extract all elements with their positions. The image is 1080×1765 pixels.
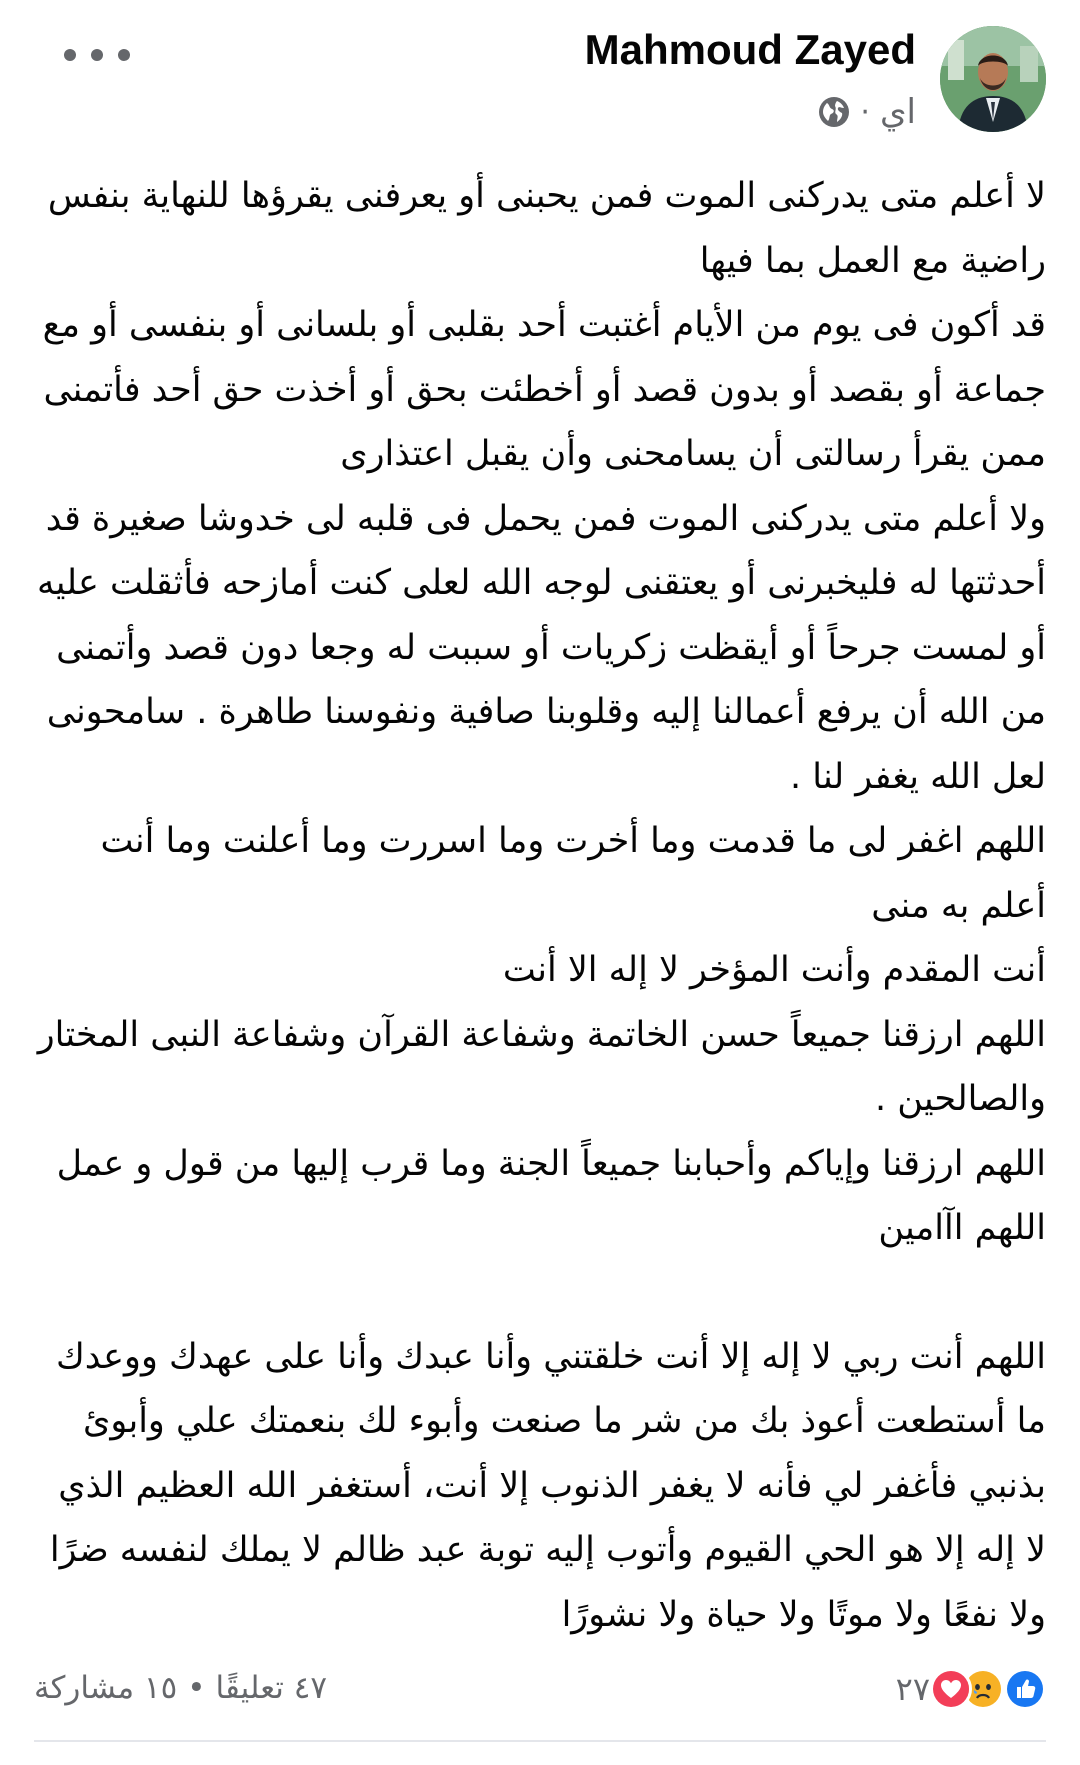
globe-icon [818, 96, 850, 128]
post-paragraph: اللهم ارزقنا وإياكم وأحبابنا جميعاً الجنة وما قرب إليها من قول و عمل اللهم اآامين [56, 1143, 1046, 1248]
paragraph-gap [34, 1261, 1046, 1325]
reaction-count[interactable]: ٢٧ [895, 1670, 930, 1708]
author-name[interactable]: Mahmoud Zayed [584, 26, 916, 73]
post-paragraph: قد أكون فى يوم من الأيام أغتبت أحد بقلبى أو بلسانى أو بنفسى أو مع جماعة أو بقصد أو بدون قصد أو أخطئت بحق أو أخذت حق أحد فأتمنى ممن يقرأ رسالتى أن يسامحنى وأن يقبل اعتذارى [42, 305, 1046, 474]
post-footer [34, 1660, 1046, 1720]
meta-separator: · [860, 94, 870, 130]
avatar-photo [940, 26, 1046, 132]
post-paragraph: اللهم أنت ربي لا إله إلا أنت خلقتني وأنا عبدك وأنا على عهدك ووعدك ما أستطعت أعوذ بك من شر ما صنعت وأبوء لك بنعمتك علي وأبوئ بذنبي فأغفر لي فأنه لا يغفر الذنوب إلا أنت، أستغفر الله العظيم الذي لا إله إلا هو الحي القيوم وأتوب إليه توبة عبد ظالم لا يملك لنفسه ضرًا ولا نفعًا ولا موتًا ولا حياة ولا نشورًا [49, 1336, 1046, 1635]
shares-count[interactable]: ١٥ مشاركة [34, 1670, 178, 1706]
post-paragraph: ولا أعلم متى يدركنى الموت فمن يحمل فى قلبه لى خدوشا صغيرة قد أحدثتها له فليخبرنى أو يعتقنى لوجه الله لعلى كنت أمازحه فأثقلت عليه أو لمست جرحاً أو أيقظت زكريات أو سببت له وجعا دون قصد وأتمنى من الله أن يرفع أعمالنا إليه وقلوبنا صافية ونفوسنا طاهرة . سامحونى لعل الله يغفر لنا . [37, 498, 1046, 797]
post-paragraph: أنت المقدم وأنت المؤخر لا إله الا أنت [502, 950, 1046, 990]
post-header [34, 20, 1046, 140]
post-paragraph: لا أعلم متى يدركنى الموت فمن يحبنى أو يعرفنى يقرؤها للنهاية بنفس راضية مع العمل بما فيها [47, 176, 1046, 281]
post-meta [818, 92, 916, 132]
post-stats [34, 1670, 327, 1706]
stats-separator: • [187, 1670, 206, 1706]
more-options-icon [118, 49, 130, 61]
post-time[interactable]: اي [879, 92, 916, 132]
post-body [34, 164, 1046, 1647]
more-options-icon [64, 49, 76, 61]
avatar[interactable] [940, 26, 1046, 132]
post-paragraph: اللهم اغفر لى ما قدمت وما أخرت وما اسررت وما أعلنت وما أنت أعلم به منى [100, 821, 1046, 926]
more-options-button[interactable] [64, 38, 130, 72]
post-paragraph: اللهم ارزقنا جميعاً حسن الخاتمة وشفاعة القرآن وشفاعة النبى المختار والصالحين . [37, 1014, 1046, 1119]
reactions-summary[interactable] [896, 1668, 1046, 1710]
footer-divider [34, 1740, 1046, 1742]
love-reaction-icon [930, 1668, 972, 1710]
more-options-icon [91, 49, 103, 61]
comments-count[interactable]: ٤٧ تعليقًا [215, 1670, 328, 1706]
like-reaction-icon [1004, 1668, 1046, 1710]
